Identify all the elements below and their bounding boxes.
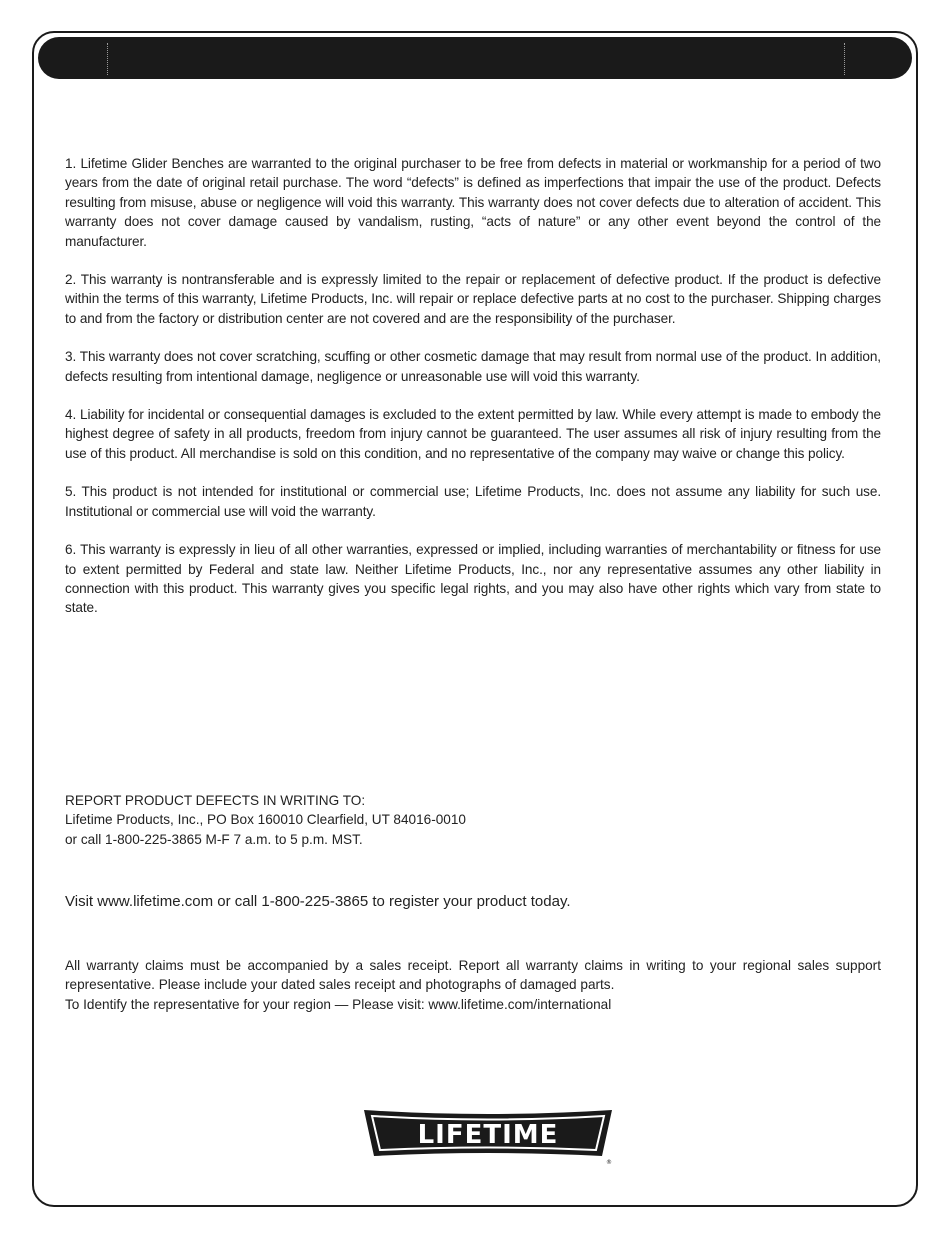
report-defects-block (65, 791, 881, 849)
logo-wordmark: LIFETIME (417, 1120, 559, 1150)
register-product-text: Visit www.lifetime.com or call 1-800-225-3865 to register your product today. (65, 893, 571, 910)
header-divider-right (844, 43, 845, 75)
report-heading: REPORT PRODUCT DEFECTS IN WRITING TO: (65, 793, 366, 808)
warranty-paragraph-3: 3. This warranty does not cover scratching, scuffing or other cosmetic damage that may result from normal use of the product. In addition, defects resulting from intentional damage, negligence or unreasonable use will void this warranty. (65, 349, 881, 384)
warranty-paragraph-5: 5. This product is not intended for institutional or commercial use; Lifetime Products, Inc. does not assume any liability for such use. Institutional or commercial use will void the warranty. (65, 484, 881, 519)
warranty-paragraph-4: 4. Liability for incidental or consequential damages is excluded to the extent permitted by law. While every attempt is made to embody the highest degree of safety in all products, freedom from injury cannot be guaranteed. The user assumes all risk of injury resulting from the use of this product. All merchandise is sold on this condition, and no representative of the company may waive or change this policy. (65, 407, 881, 461)
lifetime-logo-graphic (362, 1108, 614, 1166)
header-bar (38, 37, 912, 79)
header-divider-left (107, 43, 108, 75)
lifetime-logo (362, 1108, 614, 1166)
warranty-paragraph-6: 6. This warranty is expressly in lieu of all other warranties, expressed or implied, including warranties of merchantability or fitness for use to extent permitted by Federal and state law. Neither Lifetime Products, Inc., nor any representative assumes any other liability in connection with this product. This warranty gives you specific legal rights, and you may also have other rights which vary from state to state. (65, 542, 881, 616)
claims-international: To Identify the representative for your region — Please visit: www.lifetime.com/international (65, 996, 612, 1012)
claims-instructions: All warranty claims must be accompanied by a sales receipt. Report all warranty claims in writing to your regional sales support representative. Please include your dated sales receipt and photographs of damaged parts. (65, 958, 881, 993)
report-address: Lifetime Products, Inc., PO Box 160010 Clearfield, UT 84016-0010 (65, 812, 466, 828)
warranty-claims-block (65, 956, 881, 1014)
warranty-paragraph-2: 2. This warranty is nontransferable and is expressly limited to the repair or replacement of defective product. If the product is defective within the terms of this warranty, Lifetime Products, Inc. will repair or replace defective parts at no cost to the purchaser. Shipping charges to and from the factory or distribution center are not covered and are the responsibility of the purchaser. (65, 272, 881, 326)
registered-mark: ® (606, 1159, 612, 1166)
report-phone: or call 1-800-225-3865 M-F 7 a.m. to 5 p.m. MST. (65, 831, 363, 847)
warranty-paragraph-1: 1. Lifetime Glider Benches are warranted to the original purchaser to be free from defects in material or workmanship for a period of two years from the date of original retail purchase. The word “defects” is defined as imperfections that impair the use of the product. Defects resulting from misuse, abuse or negligence will void this warranty. This warranty does not cover defects due to alteration of accident. This warranty does not cover damage caused by vandalism, rusting, “acts of nature” or any other event beyond the control of the manufacturer. (65, 156, 881, 249)
warranty-terms (65, 154, 881, 637)
